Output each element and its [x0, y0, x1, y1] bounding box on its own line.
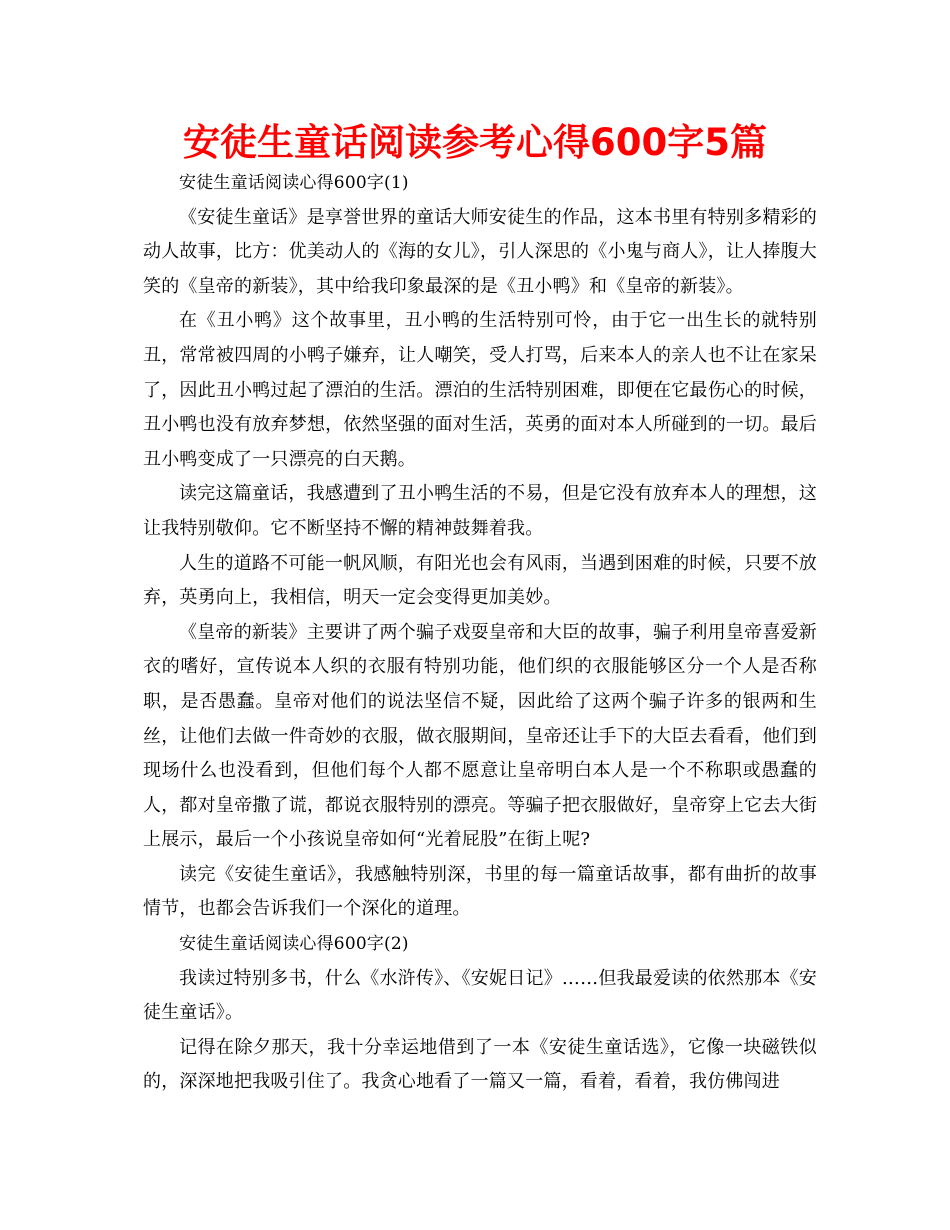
- paragraph: 我读过特别多书，什么《水浒传》、《安妮日记》……但我最爱读的依然那本《安徒生童话》。: [143, 967, 817, 1024]
- paragraph: 《皇帝的新装》主要讲了两个骗子戏耍皇帝和大臣的故事，骗子利用皇帝喜爱新衣的嗜好，宣传说本人织的衣服有特别功能，他们织的衣服能够区分一个人是否称职，是否愚蠢。皇帝对他们的说法坚信不疑，因此给了这两个骗子许多的银两和生丝，让他们去做一件奇妙的衣服，做衣服期间，皇帝还让手下的大臣去看看，他们到现场什么也没看到，但他们每个人都不愿意让皇帝明白本人是一个不称职或愚蠢的人，都对皇帝撒了谎，都说衣服特别的漂亮。等骗子把衣服做好，皇帝穿上它去大街上展示，最后一个小孩说皇帝如何“光着屁股”在街上呢?: [143, 621, 817, 851]
- document-body: [143, 166, 817, 1100]
- section-heading-2: 安徒生童话阅读心得600字(2): [179, 934, 409, 955]
- paragraph: 《安徒生童话》是享誉世界的童话大师安徒生的作品，这本书里有特别多精彩的动人故事，比方：优美动人的《海的女儿》，引人深思的《小鬼与商人》，让人捧腹大笑的《皇帝的新装》，其中给我印象最深的是《丑小鸭》和《皇帝的新装》。: [143, 206, 817, 297]
- paragraph: 人生的道路不可能一帆风顺，有阳光也会有风雨，当遇到困难的时候，只要不放弃，英勇向上，我相信，明天一定会变得更加美妙。: [143, 552, 817, 609]
- paragraph: 读完这篇童话，我感遭到了丑小鸭生活的不易，但是它没有放弃本人的理想，这让我特别敬仰。它不断坚持不懈的精神鼓舞着我。: [143, 483, 817, 539]
- paragraph: 记得在除夕那天，我十分幸运地借到了一本《安徒生童话选》，它像一块磁铁似的，深深地把我吸引住了。我贪心地看了一篇又一篇，看着，看着，我仿佛闯进: [143, 1036, 817, 1093]
- paragraph: 在《丑小鸭》这个故事里，丑小鸭的生活特别可怜，由于它一出生长的就特别丑，常常被四周的小鸭子嫌弃，让人嘲笑，受人打骂，后来本人的亲人也不让在家呆了，因此丑小鸭过起了漂泊的生活。漂泊的生活特别困难，即便在它最伤心的时候，丑小鸭也没有放弃梦想，依然坚强的面对生活，英勇的面对本人所碰到的一切。最后丑小鸭变成了一只漂亮的白天鹅。: [143, 310, 817, 470]
- document-title: 安徒生童话阅读参考心得600字5篇: [183, 121, 767, 164]
- paragraph: 读完《安徒生童话》，我感触特别深，书里的每一篇童话故事，都有曲折的故事情节，也都会告诉我们一个深化的道理。: [143, 863, 817, 920]
- section-heading-1: 安徒生童话阅读心得600字(1): [179, 173, 409, 193]
